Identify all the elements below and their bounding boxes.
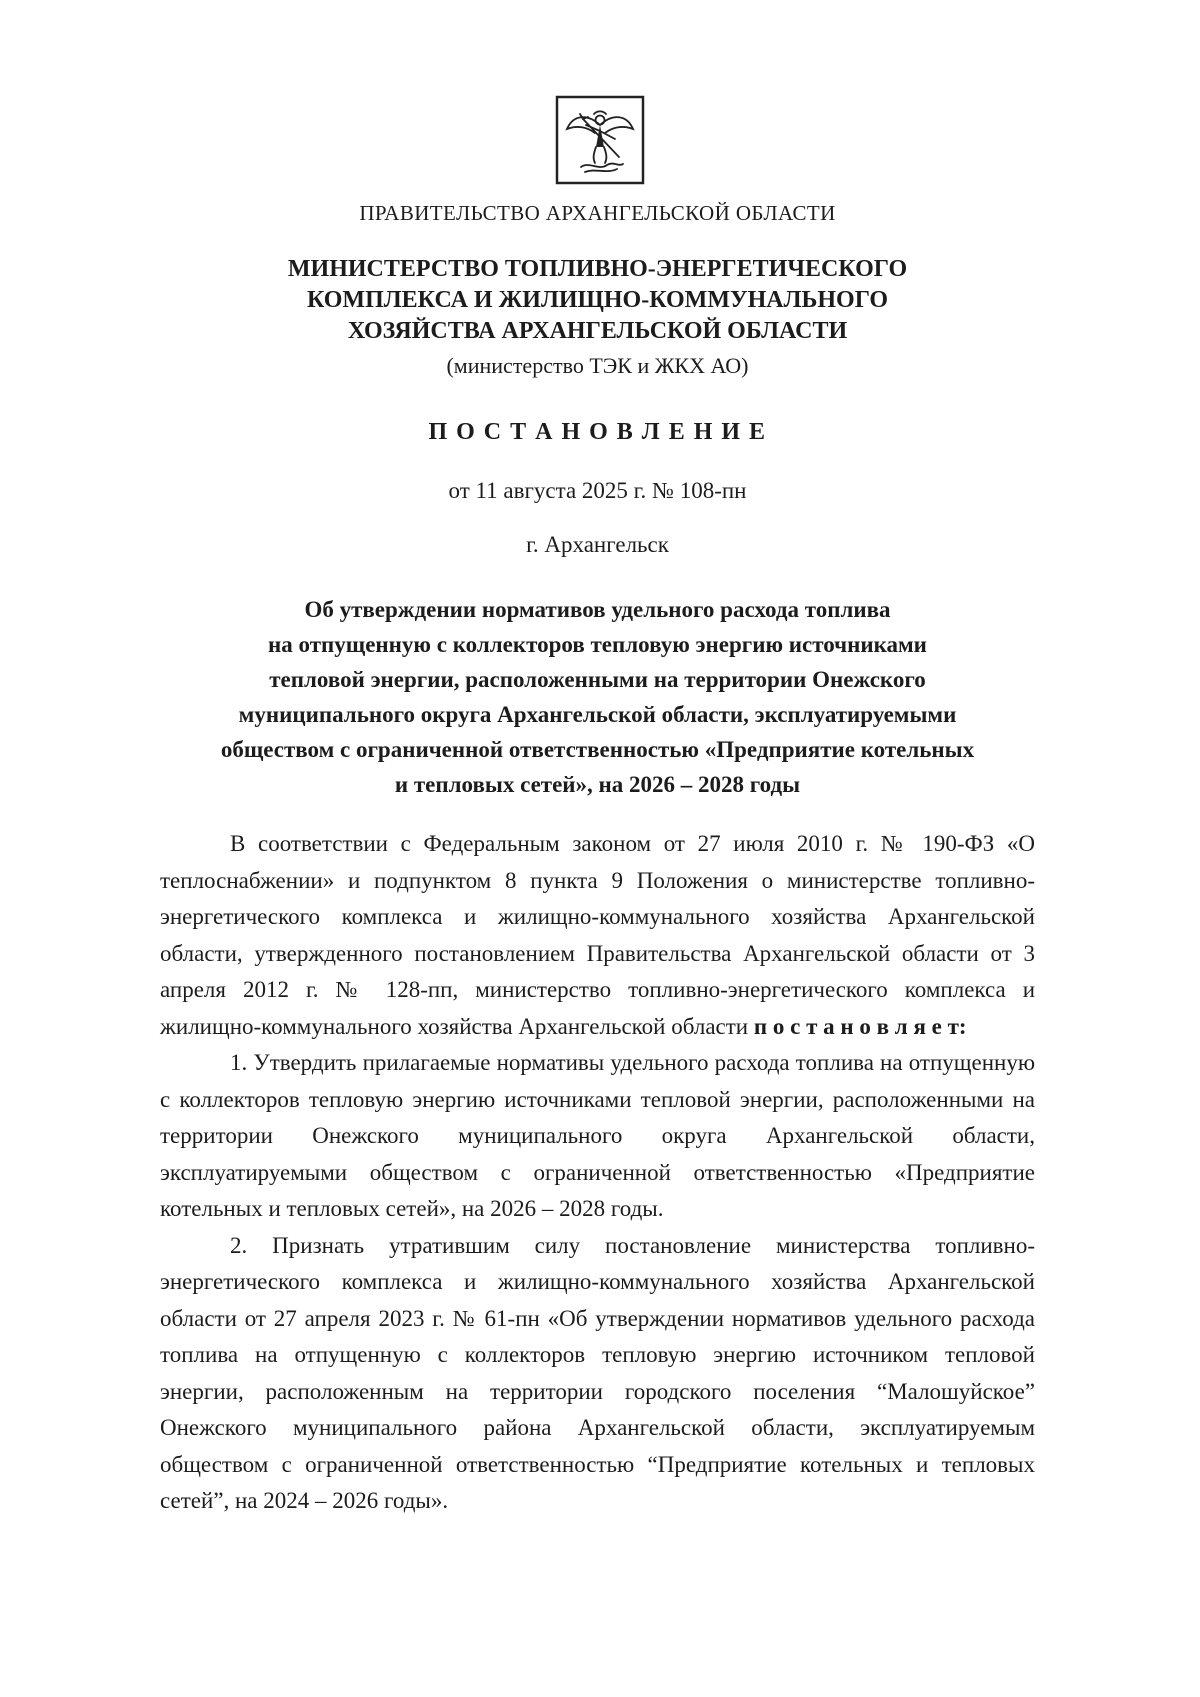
document-type-heading: П О С Т А Н О В Л Е Н И Е <box>428 419 767 445</box>
document-title-line-2: на отпущенную с коллекторов тепловую энергию источниками <box>268 632 927 657</box>
document-title-line-3: тепловой энергии, расположенными на территории Онежского <box>269 667 926 692</box>
government-name: ПРАВИТЕЛЬСТВО АРХАНГЕЛЬСКОЙ ОБЛАСТИ <box>359 201 836 225</box>
document-city: г. Архангельск <box>526 532 669 557</box>
ministry-short-name: (министерство ТЭК и ЖКХ АО) <box>446 353 749 378</box>
document-body <box>160 826 1035 1520</box>
ministry-name-line-1: МИНИСТЕРСТВО ТОПЛИВНО-ЭНЕРГЕТИЧЕСКОГО <box>287 256 908 282</box>
ministry-name <box>160 254 1035 381</box>
ministry-name-line-2: КОМПЛЕКСА И ЖИЛИЩНО-КОММУНАЛЬНОГО <box>306 287 889 313</box>
document-title-line-1: Об утверждении нормативов удельного расхода топлива <box>304 597 891 622</box>
document-date-number: от 11 августа 2025 г. № 108-пн <box>448 478 747 503</box>
paragraph-preamble <box>160 826 1035 1045</box>
paragraph-item-2: 2. Признать утратившим силу постановление министерства топливно-энергетического комплекса и жилищно-коммунального хозяйства Архангельской области от 27 апреля 2023 г. № 61-пн «Об утверждении нормативов удельного расхода топлива на отпущенную с коллекторов тепловую энергию источником тепловой энергии, расположенным на территории городского поселения “Малошуйское” Онежского муниципального района Архангельской области, эксплуатируемым обществом с ограниченной ответственностью “Предприятие котельных и тепловых сетей”, на 2024 – 2026 годы». <box>160 1232 1035 1513</box>
preamble-resolves-text: п о с т а н о в л я е т: <box>753 1013 967 1039</box>
document-title <box>160 592 1035 802</box>
document-title-line-4: муниципального округа Архангельской области, эксплуатируемыми <box>238 702 957 727</box>
document-title-line-6: и тепловых сетей», на 2026 – 2028 годы <box>394 772 801 797</box>
ministry-name-line-3: ХОЗЯЙСТВА АРХАНГЕЛЬСКОЙ ОБЛАСТИ <box>347 318 848 344</box>
paragraph-item-1: 1. Утвердить прилагаемые нормативы удельного расхода топлива на отпущенную с коллекторов тепловую энергию источниками тепловой энергии, расположенными на территории Онежского муниципального округа Архангельской области, эксплуатируемыми обществом с ограниченной ответственностью «Предприятие котельных и тепловых сетей», на 2026 – 2028 годы. <box>160 1050 1035 1221</box>
preamble-text: В соответствии с Федеральным законом от 27 июля 2010 г. № 190-ФЗ «О теплоснабжении» и подпунктом 8 пункта 9 Положения о министерстве топливно-энергетического комплекса и жилищно-коммунального хозяйства Архангельской области, утвержденного постановлением Правительства Архангельской области от 3 апреля 2012 г. № 128-пп, министерство топливно-энергетического комплекса и жилищно-коммунального хозяйства Архангельской области <box>160 831 1035 1039</box>
document-title-line-5: обществом с ограниченной ответственностью «Предприятие котельных <box>220 737 975 762</box>
coat-of-arms-icon <box>555 95 645 185</box>
document-content <box>0 201 1200 1520</box>
